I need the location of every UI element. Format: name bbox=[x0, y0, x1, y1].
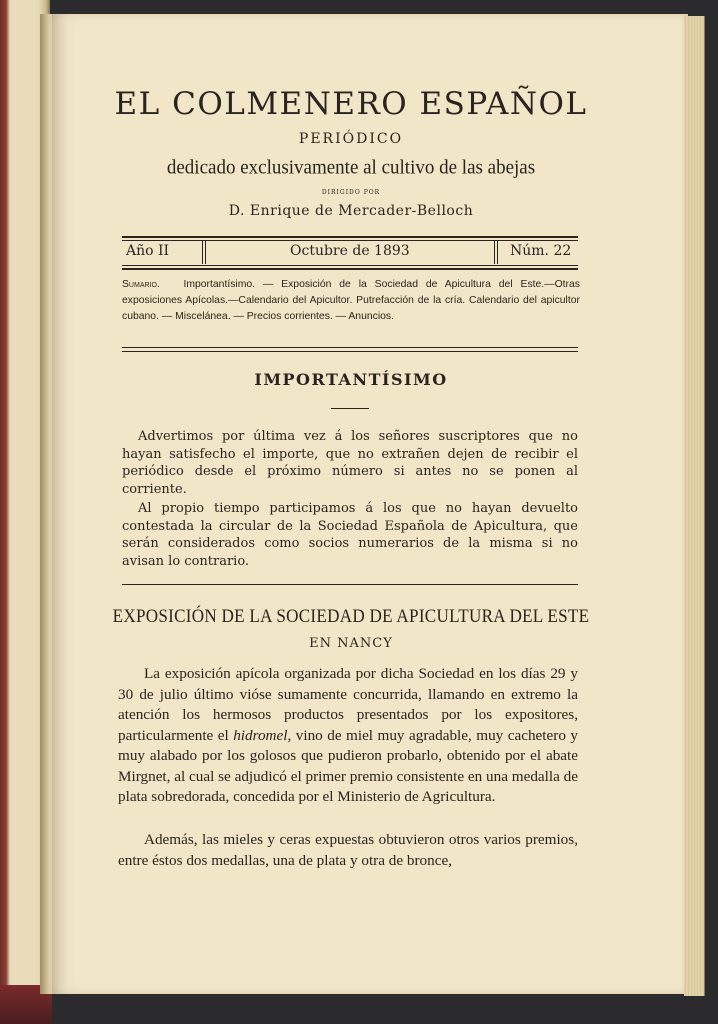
heading-underline bbox=[331, 408, 369, 409]
issue-bottom-rule bbox=[122, 268, 578, 270]
summary-label: Sumario. bbox=[122, 279, 160, 290]
journal-subtitle: PERIÓDICO bbox=[298, 131, 404, 147]
journal-title: EL COLMENERO ESPAÑOL bbox=[114, 86, 588, 122]
summary-rule bbox=[122, 347, 578, 348]
article2-p1-italic: hidromel bbox=[233, 726, 288, 744]
editor-name: D. Enrique de Mercader-Belloch bbox=[228, 203, 474, 219]
summary-rule-2 bbox=[122, 351, 578, 352]
page-stack-edge bbox=[684, 16, 705, 996]
summary-block bbox=[122, 277, 580, 325]
article-heading-importantisimo: IMPORTANTÍSIMO bbox=[254, 370, 448, 389]
issue-divider bbox=[202, 240, 206, 264]
article2-paragraph-2: Además, las mieles y ceras expuestas obtuvieron otros varios premios, entre éstos dos medallas, una de plata y otra de bronce, bbox=[118, 831, 578, 869]
article1-paragraph-1: Advertimos por última vez á los señores suscriptores que no hayan satisfecho el importe, que no extrañen dejen de recibir el periódico desde el próximo número si antes no se ponen al corriente. bbox=[122, 429, 578, 497]
article-subheading-nancy: EN NANCY bbox=[309, 636, 393, 651]
journal-description: dedicado exclusivamente al cultivo de las abejas bbox=[166, 156, 536, 179]
article2-paragraph-1 bbox=[118, 664, 578, 808]
issue-date: Octubre de 1893 bbox=[290, 243, 410, 259]
issue-info-row bbox=[122, 240, 578, 266]
article2-p1-start: La exposición apícola organizada por dicha Sociedad en los días 29 y 30 de julio último vióse sumamente concurrida, llamando en extremo la atención los hermosos productos presentados por los expositores, particularmente el bbox=[118, 665, 578, 744]
issue-number: Núm. 22 bbox=[510, 243, 572, 259]
article-heading-exposicion: EXPOSICIÓN DE LA SOCIEDAD DE APICULTURA DEL ESTE bbox=[112, 606, 590, 627]
article2-p1-end: , vino de miel muy agradable, muy cachetero y muy alabado por los golosos que pudieron probarlo, obtenido por el abate Mirgnet, al cual se adjudicó el primer premio consistente en una medalla de plata sobredorada, concedida por el Ministerio de Agricultura. bbox=[118, 726, 578, 805]
issue-divider bbox=[494, 240, 498, 264]
issue-year: Año II bbox=[126, 243, 170, 259]
issue-top-rule bbox=[122, 236, 578, 238]
issue-bottom-rule-inner bbox=[122, 265, 578, 266]
summary-text: Importantísimo. — Exposición de la Sociedad de Apicultura del Este.—Otras exposiciones Apícolas.—Calendario del Apicultor. Putrefacción de la cría. Calendario del apicultor cubano. — Miscelánea. — Precios corrientes. — Anuncios. bbox=[122, 279, 580, 322]
directed-by-label: DIRIGIDO POR bbox=[321, 189, 381, 196]
article1-paragraph-2: Al propio tiempo participamos á los que no hayan devuelto contestada la circular de la Sociedad Española de Apicultura, que serán considerados como socios numerarios de la misma si no avisan lo contrario. bbox=[122, 501, 578, 569]
article-separator bbox=[122, 584, 578, 585]
